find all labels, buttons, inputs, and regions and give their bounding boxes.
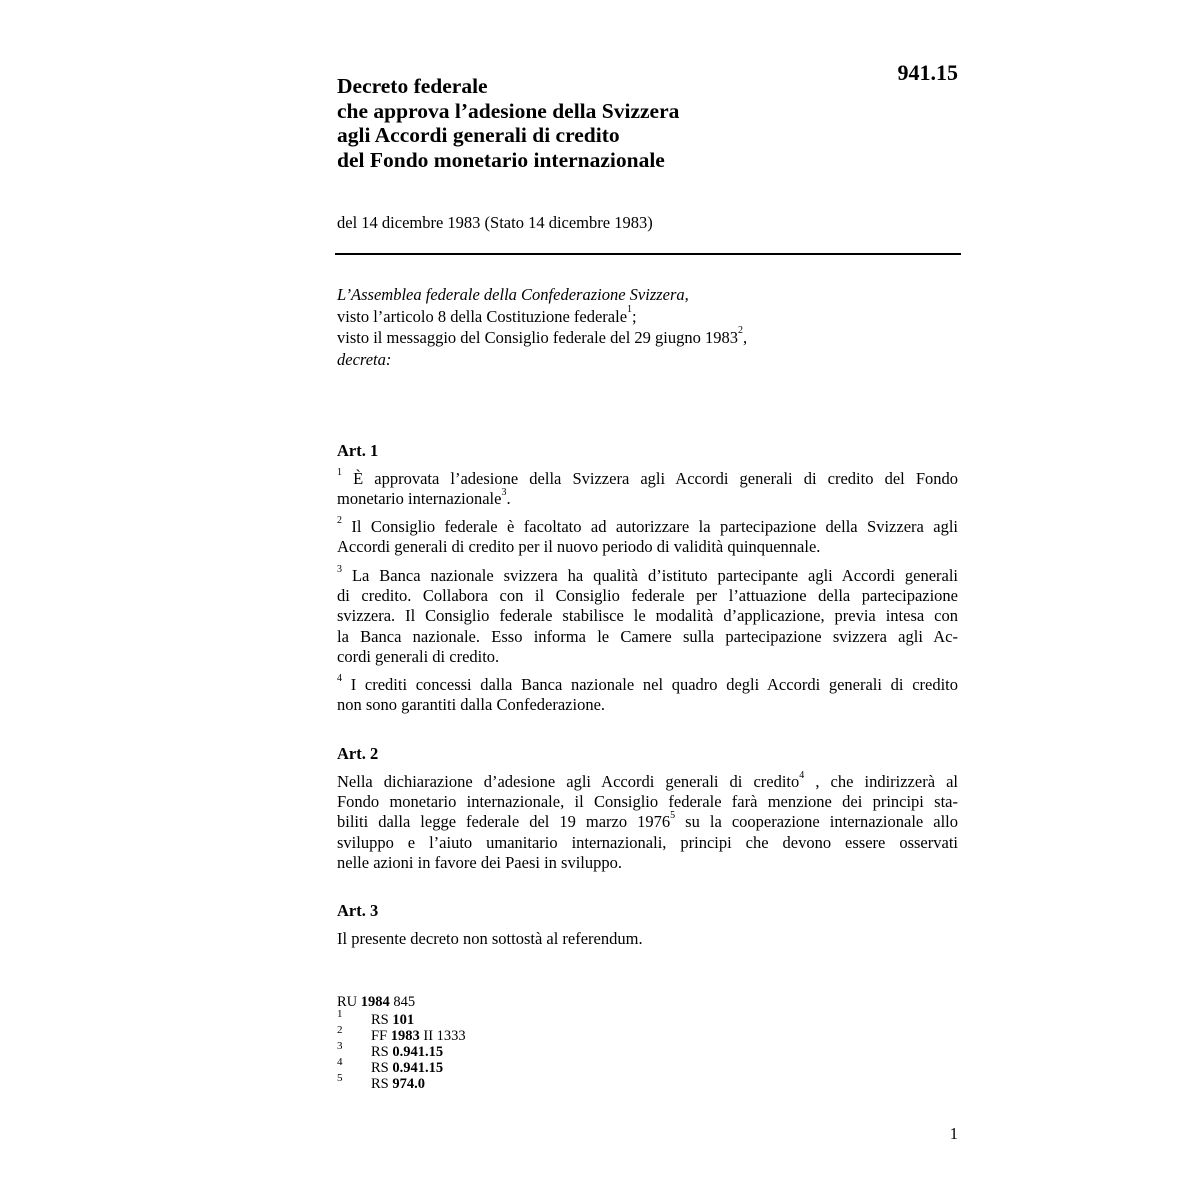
footnote-item xyxy=(337,1056,444,1076)
footnote-text xyxy=(371,1044,443,1061)
footnote-prefix: RS xyxy=(371,1044,389,1060)
paragraph-number: 3 xyxy=(337,564,342,575)
paragraph-punct: . xyxy=(506,489,511,509)
footnote-ref[interactable]: 3 xyxy=(501,487,507,499)
article-3-heading: Art. 3 xyxy=(337,901,379,920)
document-title xyxy=(337,74,797,172)
preamble xyxy=(337,284,959,370)
footnote-prefix: RS xyxy=(371,1060,389,1076)
footnote-prefix: RS xyxy=(371,1076,389,1092)
footnote-ref[interactable]: 2 xyxy=(738,325,743,336)
paragraph-text: La Banca nazionale svizzera ha qualità d’istituto partecipante agli Accordi generali xyxy=(351,566,959,585)
preamble-punct: , xyxy=(743,328,748,347)
title-line: che approva l’adesione della Svizzera xyxy=(337,98,680,123)
article-1-paragraph-3 xyxy=(337,566,958,667)
paragraph-text: , che indirizzerà al xyxy=(804,772,958,791)
paragraph-line: cordi generali di credito. xyxy=(337,646,500,666)
footnote-number: 4 xyxy=(337,1056,343,1068)
paragraph-line xyxy=(337,469,958,489)
paragraph-text: monetario internazionale xyxy=(337,489,502,509)
footnote-ref-bold: 1983 xyxy=(390,1028,420,1044)
footnote-text xyxy=(371,1012,414,1029)
paragraph-line: di credito. Collabora con il Consiglio federale per l’attuazione della partecipazione xyxy=(337,586,958,606)
footnote-item xyxy=(337,1024,466,1044)
page-number: 1 xyxy=(949,1124,958,1143)
footnote-prefix: FF xyxy=(371,1028,388,1044)
preamble-text: visto il messaggio del Consiglio federale del 29 giugno 1983 xyxy=(337,328,738,347)
footnote-text xyxy=(371,1060,443,1077)
footnote-ref-bold: 101 xyxy=(392,1012,415,1028)
preamble-assembly: L’Assemblea federale della Confederazione Svizzera, xyxy=(337,285,689,304)
footnote-suffix: II 1333 xyxy=(423,1028,466,1044)
footnote-item xyxy=(337,1072,425,1092)
paragraph-line: sviluppo e l’aiuto umanitario internazionali, principi che devono essere osservati xyxy=(337,832,958,852)
footnote-number: 5 xyxy=(337,1072,343,1084)
footnote-ref-bold: 974.0 xyxy=(392,1076,425,1092)
paragraph-line: Fondo monetario internazionale, il Consiglio federale farà menzione dei principi sta- xyxy=(337,792,958,812)
paragraph-line: la Banca nazionale. Esso informa le Camere sulla partecipazione svizzera agli Ac- xyxy=(337,626,958,646)
paragraph-line xyxy=(337,489,958,509)
paragraph-text: È approvata l’adesione della Svizzera agli Accordi generali di credito del Fondo xyxy=(353,469,958,488)
ru-page: 845 xyxy=(393,994,416,1010)
paragraph-number: 4 xyxy=(337,673,342,684)
paragraph-number: 1 xyxy=(337,467,342,478)
article-2-heading: Art. 2 xyxy=(337,744,379,763)
paragraph-text: I crediti concessi dalla Banca nazionale nel quadro degli Accordi generali di credito xyxy=(350,675,958,694)
footnote-text xyxy=(371,1028,466,1045)
paragraph-text: su la cooperazione internazionale allo xyxy=(675,812,959,832)
footnote-ref-bold: 0.941.15 xyxy=(392,1060,444,1076)
paragraph-line xyxy=(337,566,958,586)
article-1-paragraph-1 xyxy=(337,469,958,509)
paragraph-line: svizzera. Il Consiglio federale stabilisce le modalità d’applicazione, previa intesa con xyxy=(337,606,958,626)
footnote-prefix: RS xyxy=(371,1012,389,1028)
title-line: agli Accordi generali di credito xyxy=(337,123,620,147)
footnote-ref-bold: 0.941.15 xyxy=(392,1044,444,1060)
paragraph-text: Nella dichiarazione d’adesione agli Accordi generali di credito xyxy=(337,772,800,791)
paragraph-line: Il presente decreto non sottostà al referendum. xyxy=(337,929,643,948)
footnote-ref[interactable]: 5 xyxy=(670,810,676,822)
paragraph-text: biliti dalla legge federale del 19 marzo 1976 xyxy=(337,812,671,832)
paragraph-line xyxy=(337,517,958,537)
footnote-number: 3 xyxy=(337,1040,343,1052)
footnote-item xyxy=(337,1040,444,1060)
preamble-visto-constitution xyxy=(337,303,959,328)
footnote-item xyxy=(337,1008,415,1028)
paragraph-line: nelle azioni in favore dei Paesi in sviluppo. xyxy=(337,852,623,872)
footnote-text xyxy=(371,1076,425,1093)
footnotes xyxy=(337,994,466,1092)
paragraph-line: Accordi generali di credito per il nuovo periodo di validità quinquennale. xyxy=(337,537,821,557)
paragraph-line: non sono garantiti dalla Confederazione. xyxy=(337,695,606,715)
article-1-paragraph-2 xyxy=(337,517,958,557)
footnote-number: 2 xyxy=(337,1024,343,1036)
footnote-ref[interactable]: 4 xyxy=(799,770,805,781)
article-1-paragraph-4 xyxy=(337,675,958,715)
preamble-visto-message xyxy=(337,327,959,349)
title-line: Decreto federale xyxy=(337,74,488,98)
ru-prefix: RU xyxy=(337,994,358,1010)
sr-number: 941.15 xyxy=(897,60,958,85)
paragraph-number: 2 xyxy=(337,515,342,526)
ru-year: 1984 xyxy=(360,994,390,1010)
article-1-heading: Art. 1 xyxy=(337,441,379,460)
preamble-punct: ; xyxy=(632,306,637,326)
paragraph-line xyxy=(337,675,958,695)
preamble-decreta: decreta: xyxy=(337,349,392,369)
footnote-number: 1 xyxy=(337,1008,343,1020)
paragraph-line xyxy=(337,812,958,832)
footnote-ref[interactable]: 1 xyxy=(627,303,633,315)
title-line: del Fondo monetario internazionale xyxy=(337,147,665,172)
preamble-text: visto l’articolo 8 della Costituzione federale xyxy=(337,306,628,326)
paragraph-line xyxy=(337,772,958,792)
paragraph-text: Il Consiglio federale è facoltato ad autorizzare la partecipazione della Svizzera agli xyxy=(351,517,959,536)
article-3-paragraph xyxy=(337,929,958,949)
date-line: del 14 dicembre 1983 (Stato 14 dicembre 1983) xyxy=(337,213,653,232)
article-2-paragraph xyxy=(337,772,958,873)
footnote-ru xyxy=(337,994,415,1011)
horizontal-rule xyxy=(335,253,961,255)
